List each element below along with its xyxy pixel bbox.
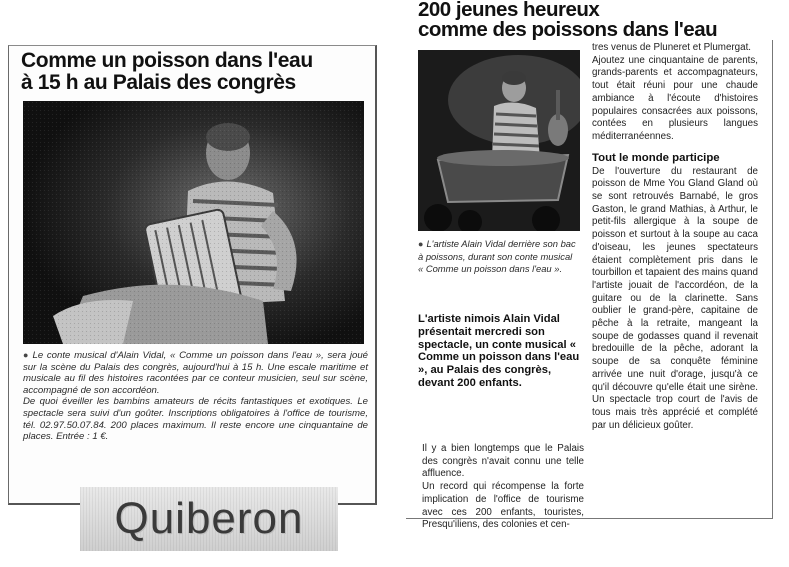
- left-headline: [21, 50, 366, 94]
- bullet-icon: ●: [418, 239, 424, 249]
- right-photo-caption: [418, 238, 580, 274]
- bullet-icon: ●: [23, 350, 30, 360]
- accordionist-photo: [23, 101, 364, 344]
- left-headline-line2: à 15 h au Palais des congrès: [21, 71, 296, 94]
- right-photo-caption-para: [418, 238, 580, 274]
- right-chapeau: L'artiste nimois Alain Vidal présentait mercredi son spectacle, un conte musical « Comme un poisson dans l'eau », au Palais des congrès, devant 200 enfants.: [418, 313, 580, 389]
- right-col2-para3: De l'ouverture du restaurant de poisson de Mme You Gland Gland où se sont retrouvés Barnabé, le gros Gaston, le grand Mathias, à Arthur, le petit-fils allergique à la soupe de poisson et surtout à la soupe au caca d'oiseau, les jeunes spectateurs étaient complètement pris dans le tourbillon et tapaient des mains quand l'artiste jouait de l'accordéon, de la guitare ou de la clarinette. Sans oublier le grand-père, capitaine de pêche à la retraite, mangeant la soupe de godasses quand il revenait bredouille de la pêche, adorant la soupe de sa conquête féminine arrivée une nuit d'orage, jusqu'à ce qu'il découvre qu'elle était une sirène. Un spectacle trop court de l'avis de tous mais très apprécié et complété par un délicieux goûter.: [592, 165, 758, 431]
- left-clipping: [8, 45, 377, 505]
- right-col2-para2: Ajoutez une cinquantaine de parents, grands-parents et accompagnateurs, tout était réuni pour une chaude ambiance à l'écoute d'histoires populaires consacrées aux poissons, contées en plusieurs langues méditerranéennes.: [592, 54, 758, 142]
- right-photo-caption-text: L'artiste Alain Vidal derrière son bac à poissons, durant son conte musical « Comme un poisson dans l'eau ».: [418, 238, 576, 274]
- artist-fish-tank-photo: [418, 50, 580, 231]
- left-caption-para2: De quoi éveiller les bambins amateurs de récits fantastiques et exotiques. Le spectacle sera suivi d'un goûter. Inscriptions obligatoires à l'office de tourisme, tél. 02.97.50.07.84. 200 places maximum. Il reste encore une cinquantaine de places. Entrée : 1 €.: [23, 396, 368, 443]
- right-body-para1: Il y a bien longtemps que le Palais des congrès n'avait connu une telle affluence.: [422, 443, 584, 480]
- quiberon-stamp: [80, 487, 338, 551]
- right-body-para2: Un record qui récompense la forte implication de l'office de tourisme avec ces 200 enfants, touristes, Presqu'iliens, des colonies et cen-: [422, 481, 584, 531]
- left-caption-text1: Le conte musical d'Alain Vidal, « Comme un poisson dans l'eau », sera joué sur la scène du Palais des congrès, aujourd'hui à 15 h. Une escale maritime et musicale au fil des histoires racontées par ce conteur musicien, seul sur scène, accompagné de son accordéon.: [23, 350, 369, 396]
- right-headline-line1: 200 jeunes heureux: [418, 0, 600, 21]
- right-col2-para1: tres venus de Pluneret et Plumergat.: [592, 42, 752, 53]
- right-subhead: Tout le monde participe: [592, 151, 720, 164]
- right-body-column1: [422, 443, 584, 532]
- quiberon-label: Quiberon: [114, 494, 304, 543]
- right-headline-line2: comme des poissons dans l'eau: [418, 18, 718, 41]
- right-body-column2: [592, 42, 758, 432]
- left-caption: [23, 350, 368, 443]
- left-caption-para1: [23, 350, 368, 396]
- right-headline: [418, 0, 758, 40]
- left-headline-line1: Comme un poisson dans l'eau: [21, 49, 313, 72]
